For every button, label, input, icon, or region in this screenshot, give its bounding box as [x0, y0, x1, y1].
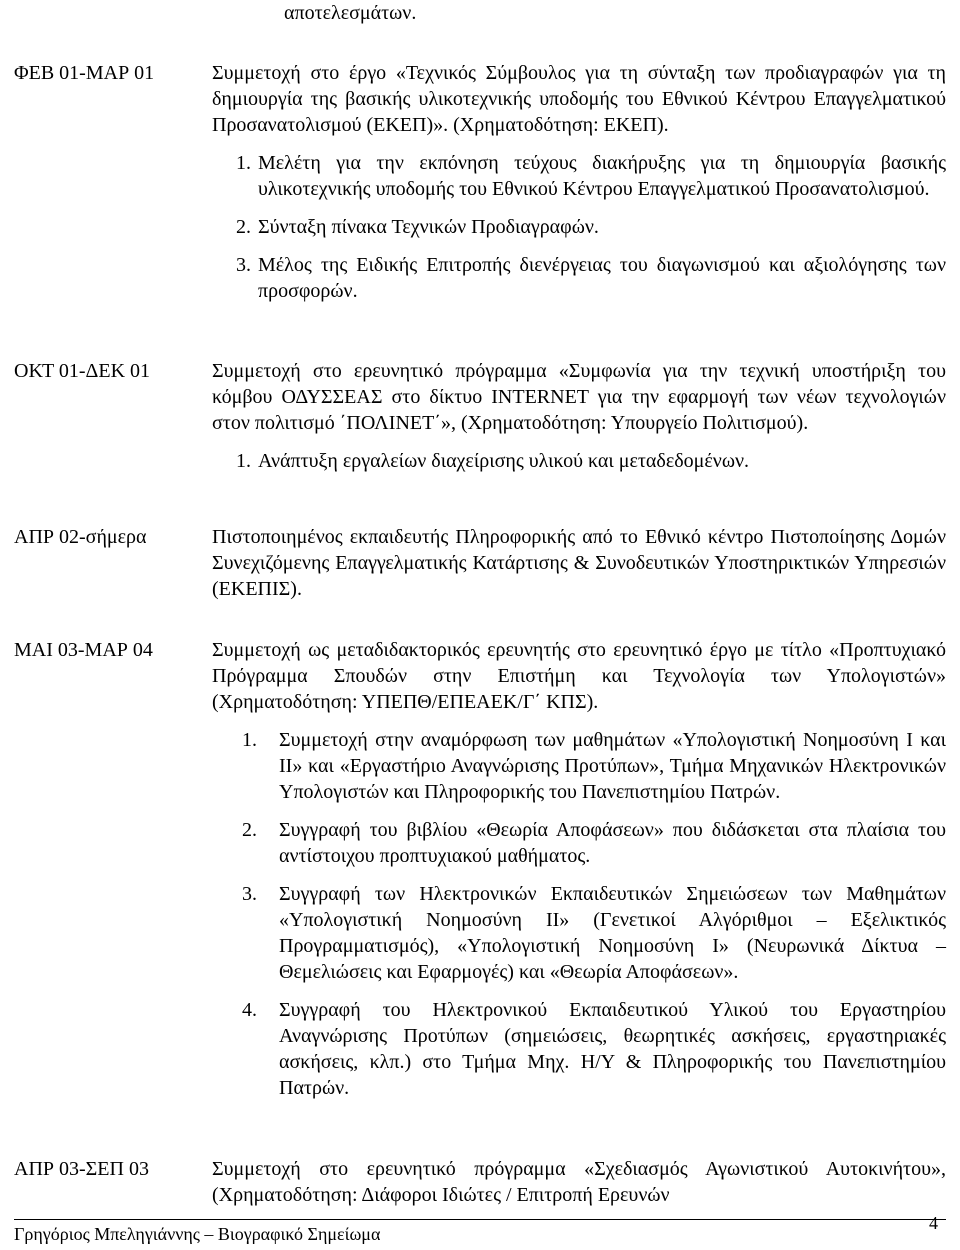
entry-description: Συμμετοχή στο ερευνητικό πρόγραμμα «Συμφωνία για την τεχνική υποστήριξη του κόμβου ΟΔΥΣΣΕΑΣ στο δίκτυο INTERNET για την εφαρμογή των νέων τεχνολογιών στον πολιτισμό ΄ΠΟΛΙΝΕΤ΄», (Χρηματοδότηση: Υπουργείο Πολιτισμού). [212, 360, 946, 434]
entry-body [212, 637, 946, 1101]
list-item-number: 1. [236, 450, 251, 472]
entry-description: Συμμετοχή στο ερευνητικό πρόγραμμα «Σχεδιασμός Αγωνιστικού Αυτοκινήτου», (Χρηματοδότηση: Διάφοροι Ιδιώτες / Επιτροπή Ερευνών [212, 1158, 946, 1206]
entry-body [212, 524, 946, 602]
continuation-text: αποτελεσμάτων. [284, 2, 417, 24]
page-footer [14, 1213, 946, 1248]
entry-body [212, 1156, 946, 1208]
footer-title: Γρηγόριος Μπεληγιάννης – Βιογραφικό Σημείωμα [14, 1224, 381, 1244]
entry-date: ΟΚΤ 01-ΔΕΚ 01 [14, 360, 151, 382]
list-item [212, 448, 946, 474]
entry-date: ΑΠΡ 02-σήμερα [14, 526, 147, 548]
list-item-text: Συγγραφή των Ηλεκτρονικών Εκπαιδευτικών Σημειώσεων των Μαθημάτων «Υπολογιστική Νοημοσύνη ΙΙ» (Γενετικοί Αλγόριθμοι – Εξελικτικός Προγραμματισμός), «Υπολογιστική Νοημοσύνη Ι» (Νευρωνικά Δίκτυα – Θεμελιώσεις και Εφαρμογές) και «Θεωρία Αποφάσεων». [279, 883, 946, 983]
list-item [212, 150, 946, 202]
entry-body [212, 358, 946, 474]
list-item [212, 817, 946, 869]
list-item [212, 252, 946, 304]
entry-date: ΜΑΙ 03-ΜΑΡ 04 [14, 639, 153, 661]
entry-description: Συμμετοχή στο έργο «Τεχνικός Σύμβουλος για τη σύνταξη των προδιαγραφών για τη δημιουργία της βασικής υλικοτεχνικής υποδομής του Εθνικού Κέντρου Επαγγελματικού Προσανατολισμού (ΕΚΕΠ)». (Χρηματοδότηση: ΕΚΕΠ). [212, 62, 946, 136]
list-item-text: Μέλος της Ειδικής Επιτροπής διενέργειας του διαγωνισμού και αξιολόγησης των προσφορών. [258, 254, 946, 302]
entry-description: Συμμετοχή ως μεταδιδακτορικός ερευνητής στο ερευνητικό έργο με τίτλο «Προπτυχιακό Πρόγραμμα Σπουδών στην Επιστήμη και Τεχνολογία των Υπολογιστών» (Χρηματοδότηση: ΥΠΕΠΘ/ΕΠΕΑΕΚ/Γ΄ ΚΠΣ). [212, 639, 946, 713]
page-number: 4 [929, 1213, 938, 1233]
entry-item-list [212, 448, 946, 474]
list-item-text: Σύνταξη πίνακα Τεχνικών Προδιαγραφών. [258, 216, 599, 238]
list-item-number: 2. [242, 819, 257, 841]
list-item [212, 727, 946, 805]
list-item-text: Μελέτη για την εκπόνηση τεύχους διακήρυξης για τη δημιουργία βασικής υλικοτεχνικής υποδομής του Εθνικού Κέντρου Επαγγελματικού Προσανατολισμού. [258, 152, 946, 200]
entry-date: ΦΕΒ 01-ΜΑΡ 01 [14, 62, 155, 84]
list-item-number: 3. [236, 254, 251, 276]
list-item-number: 3. [242, 883, 257, 905]
list-item-number: 1. [242, 729, 257, 751]
list-item-number: 1. [236, 152, 251, 174]
list-item-text: Συγγραφή του Ηλεκτρονικού Εκπαιδευτικού Υλικού του Εργαστηρίου Αναγνώρισης Προτύπων (σημειώσεις, θεωρητικές ασκήσεις, εργαστηριακές ασκήσεις, κλπ.) στο Τμήμα Μηχ. Η/Υ & Πληροφορικής του Πανεπιστημίου Πατρών. [279, 999, 946, 1099]
list-item-number: 4. [242, 999, 257, 1021]
list-item-number: 2. [236, 216, 251, 238]
list-item-text: Συγγραφή του βιβλίου «Θεωρία Αποφάσεων» που διδάσκεται στα πλαίσια του αντίστοιχου προπτυχιακού μαθήματος. [279, 819, 946, 867]
entry-item-list [212, 150, 946, 304]
list-item [212, 881, 946, 985]
list-item-text: Συμμετοχή στην αναμόρφωση των μαθημάτων «Υπολογιστική Νοημοσύνη Ι και ΙΙ» και «Εργαστήριο Αναγνώρισης Προτύπων», Τμήμα Μηχανικών Ηλεκτρονικών Υπολογιστών και Πληροφορικής του Πανεπιστημίου Πατρών. [279, 729, 946, 803]
entry-description: Πιστοποιημένος εκπαιδευτής Πληροφορικής από το Εθνικό κέντρο Πιστοποίησης Δομών Συνεχιζόμενης Επαγγελματικής Κατάρτισης & Συνοδευτικών Υποστηρικτικών Υπηρεσιών (ΕΚΕΠΙΣ). [212, 526, 946, 600]
list-item-text: Ανάπτυξη εργαλείων διαχείρισης υλικού και μεταδεδομένων. [258, 450, 750, 472]
list-item [212, 214, 946, 240]
entry-body [212, 60, 946, 304]
list-item [212, 997, 946, 1101]
entry-item-list [212, 727, 946, 1101]
entry-date: ΑΠΡ 03-ΣΕΠ 03 [14, 1158, 149, 1180]
